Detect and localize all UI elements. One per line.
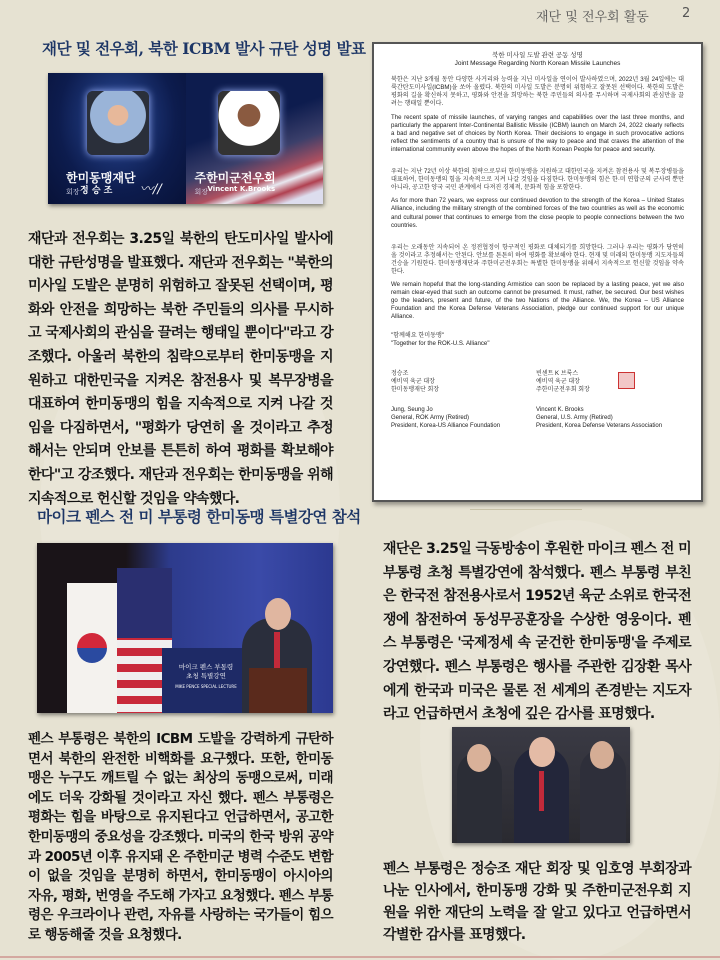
article2-title: 마이크 펜스 전 미 부통령 한미동맹 특별강연 참석 (37, 507, 361, 526)
podium-line1: 마이크 펜스 부통령 (178, 663, 234, 671)
signer-rank-en: General, ROK Army (Retired) (391, 414, 470, 421)
statement-paragraph: 북한은 지난 3개월 동안 다양한 사거리와 능력을 지닌 미사일을 연이어 발사하였으며, 2022년 3월 24일에는 대륙간탄도미사일(ICBM)을 쏘아 올렸다. 북한의 미사일 도발은 분명히 위험하고 잘못된 선택이다. 북한의 도발은 평화의 길을 확신하지 못하고, 평화와 안전을 희망하는 북한 주민들의 의사를 무시하며 국제사회의 관심만을 끌려는 행태일 뿐이다. (391, 76, 684, 108)
portrait-jung (87, 91, 149, 155)
statement-title-en: Joint Message Regarding North Korean Missile Launches (454, 60, 621, 68)
slogan-ko: "함께해요 한미동맹" (391, 331, 445, 339)
person-center (514, 747, 569, 843)
person-right (580, 749, 626, 843)
statement-title-ko: 북한 미사일 도발 관련 공동 성명 (492, 52, 583, 59)
leaders-photo (48, 73, 323, 204)
signer-title-en: President, Korea-US Alliance Foundation (391, 422, 501, 429)
person-name: 정 승 조 (80, 186, 113, 196)
article2-body-right-bottom: 펜스 부통령은 정승조 재단 회장 및 임호영 부회장과 나눈 인사에서, 한미동맹 강화 및 주한미군전우회 지원을 위한 재단의 노력을 잘 알고 있다고 언급하면서 각별한 감사를 표명했다. (383, 861, 691, 943)
org-name: 한미동맹재단 (66, 171, 136, 185)
footer-rule (0, 956, 720, 958)
signer-title-en: President, Korea Defense Veterans Association (536, 422, 663, 429)
org-name: 주한미군전우회 (194, 171, 276, 185)
statement-paragraph: We remain hopeful that the long-standing Armistice can soon be replaced by a lasting peace, yet we also remain clear-eyed that such an outcome cannot be presumed. It must, rather, be secured. Our best wishes go the leaders, present and future, of the two Nations of the Alliance. We, the Korea – US Alliance Foundation and the Korea Defense Veterans Association, pledge our continued support for our unique Alliance. (391, 281, 684, 321)
role: 회장 (194, 188, 209, 196)
statement-paragraph: 우리는 오래동안 지속되어 온 정전협정이 항구적인 평화로 대체되기를 희망한다. 그러나 우리는 평화가 당연히 올 것이라고 추정해서는 안된다. 안보를 튼튼히 하여 평화를 확보해야 한다. 현재 및 미래의 한미동맹 지도자들의 건승을 기원한다. 한미동맹재단과 주한미군전우회는 특별한 한미동맹을 위해서 지속적으로 헌신할 것임을 약속한다. (391, 243, 684, 275)
portrait-brooks (218, 91, 280, 155)
divider (470, 509, 582, 510)
foundation-card (48, 73, 187, 204)
pence-lecture-photo (37, 543, 333, 713)
statement-paragraph: As for more than 72 years, we express our continued devotion to the strength of the Korea – United States Alliance, including the military strength of the combined forces of the two countries as well as the economic and cultural power that continues to emerge from the close people to people connections between the two countries. (391, 197, 684, 229)
signer-title-ko: 주한미군전우회 회장 (536, 386, 590, 393)
section-header: 재단 및 전우회 활동 (536, 10, 649, 25)
page-number: 2 (682, 6, 691, 21)
red-seal-stamp (618, 372, 635, 389)
signer-title-ko: 한미동맹재단 회장 (391, 386, 440, 393)
signer-rank-en: General, U.S. Army (Retired) (536, 414, 613, 421)
podium-line3: MIKE PENCE SPECIAL LECTURE (175, 684, 237, 689)
signer-jung (391, 370, 536, 430)
statement-paragraph: 우리는 지난 72년 이상 북한의 침략으로부터 한미동맹을 지원하고 대한민국을 지켜온 참전용사 및 복무장병들을 대표하여, 한미동맹의 힘을 지속적으로 지켜 나갈 것임을 다짐한다. 한미동맹의 힘은 한·미 연합군의 군사력 뿐만 아니라, 공고한 양국 국민 관계에서 다져진 경제적, 문화적 힘을 포함한다. (391, 168, 684, 192)
signer-rank-ko: 예비역 육군 대장 (391, 378, 435, 385)
lectern (249, 668, 307, 713)
signer-name-ko: 정승조 (391, 370, 409, 377)
podium-line2: 초청 특별강연 (186, 672, 226, 680)
signer-name-ko: 빈센트 K 브룩스 (536, 370, 579, 377)
person-left (457, 752, 502, 843)
person-name: Vincent K.Brooks (207, 185, 276, 193)
signer-name-en: Vincent K. Brooks (536, 406, 584, 413)
article1-body: 재단과 전우회는 3.25일 북한의 탄도미사일 발사에 대한 규탄성명을 발표했다. 재단과 전우회는 "북한의 미사일 도발은 분명히 위험하고 잘못된 선택이며, 평화와 안전을 희망하는 북한 주민들의 의사를 무시하고 국제사회의 관심을 끌려는 행태일 뿐이다"라고 강조했다. 아울러 북한의 침략으로부터 한미동맹을 지원하고 대한민국을 지켜온 참전용사 및 복무장병을 대표하여 한미동맹의 힘을 지속적으로 지켜 나갈 것임을 다짐하면서, "평화가 당연히 올 것이라고 추정해서는 안되며 안보를 튼튼히 하여 평화를 확보해야 한다"고 강조했다. 재단과 전우회는 한미동맹을 위해 지속적으로 헌신할 것임을 약속했다. (28, 231, 333, 507)
veterans-card (186, 73, 324, 204)
joint-statement-document (372, 42, 703, 502)
article2-body-left: 펜스 부통령은 북한의 ICBM 도발을 강력하게 규탄하면서 북한의 완전한 비핵화를 요구했다. 또한, 한미동맹은 누구도 깨트릴 수 없는 최상의 동맹으로써, 미래에도 더욱 강화될 것이라고 자신 했다. 펜스 부통령은 평화는 힘을 바탕으로 유지된다고 언급하면서, 공고한 한미동맹의 중요성을 강조했다. 미국의 한국 방위 공약과 2005년 이후 유지돼 온 주한미군 병력 수준도 변함이 없을 것임을 분명히 하면서, 한미동맹이 아시아의 자유, 평화, 번영을 주도해 가자고 요청했다. 펜스 부통령은 우크라이나 관련, 자유를 사랑하는 국가들이 힘으로 행동해줄 것을 요청했다. (28, 731, 333, 943)
podium-sign (162, 648, 250, 713)
statement-paragraph: The recent spate of missile launches, of varying ranges and capabilities over the last three months, and particularly the apparent Inter-Continental Ballistic Missile (ICBM) launch on March 24, 2022 clearly reflects a bad and negative set of choices by North Korea. Their decisions to engage in such provocative actions reflect the sentiments of a country that is unsure of the way to peace and that craves the attention of the international community even above the hopes of the North Korean People for peace and security. (391, 113, 684, 153)
signature: 〰∕∕ (140, 182, 162, 197)
role: 회장 (66, 188, 80, 196)
signer-name-en: Jung, Seung Jo (391, 406, 433, 413)
article1-title: 재단 및 전우회, 북한 ICBM 발사 규탄 성명 발표 (42, 39, 366, 58)
greeting-photo (452, 727, 630, 843)
signer-rank-ko: 예비역 육군 대장 (536, 378, 580, 385)
signer-brooks (536, 370, 684, 430)
slogan-en: "Together for the ROK-U.S. Alliance" (391, 339, 490, 347)
article2-body-right-top: 재단은 3.25일 극동방송이 후원한 마이크 펜스 전 미 부통령 초청 특별강연에 참석했다. 펜스 부통령 부친은 한국전 참전용사로서 1952년 육군 소위로 한국전쟁에 참전하여 동성무공훈장을 수상한 영웅이다. 펜스 부통령은 '국제정세 속 굳건한 한미동맹'을 주제로 강연했다. 펜스 부통령은 행사를 주관한 김장환 목사에게 한국과 미국은 물론 전 세계의 존경받는 지도자라고 언급하면서 초청에 깊은 감사를 표명했다. (383, 541, 691, 723)
